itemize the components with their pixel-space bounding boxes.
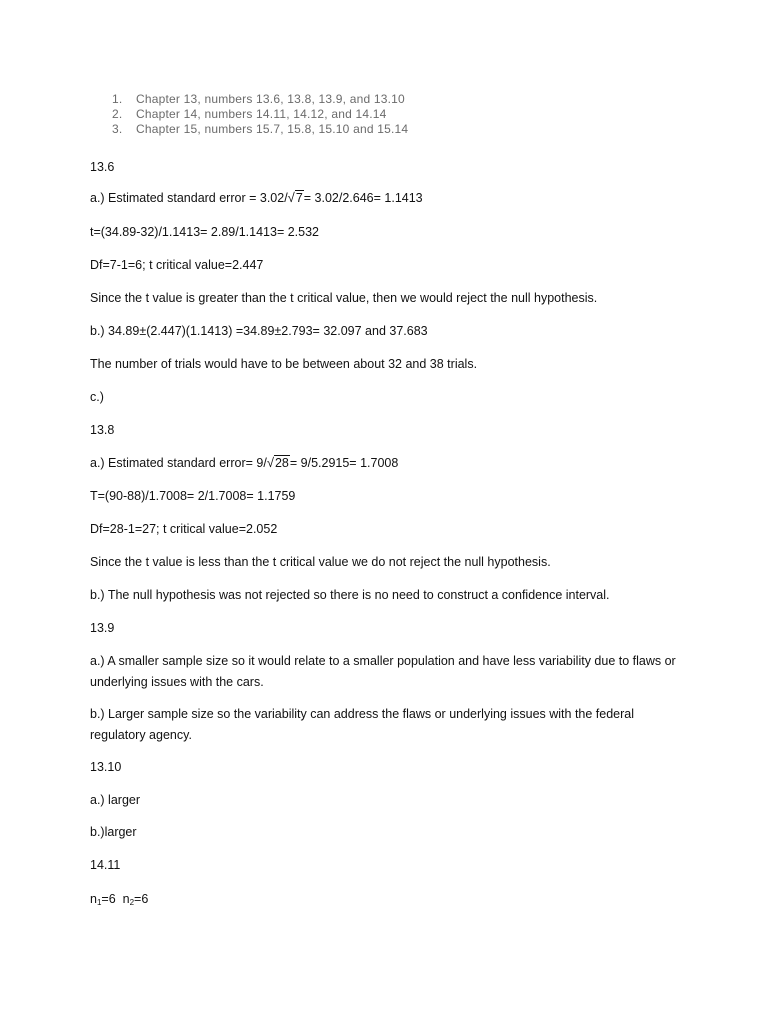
s136-part-b: b.) 34.89±(2.447)(1.1413) =34.89±2.793= 32.097 and 37.683 <box>90 324 428 338</box>
s138-part-a <box>90 453 398 473</box>
section-heading-13-10: 13.10 <box>90 760 122 774</box>
s136-radicand: 7 <box>295 191 303 205</box>
chapter-item <box>112 122 408 137</box>
sqrt-symbol: √ 7 <box>287 190 303 205</box>
s136-conclusion: Since the t value is greater than the t critical value, then we would reject the null hypothesis. <box>90 291 598 305</box>
section-heading-13-9: 13.9 <box>90 621 115 635</box>
n2-label: n <box>122 892 130 906</box>
chapter-item-number: 3. <box>112 122 123 136</box>
section-heading-13-8: 13.8 <box>90 423 115 437</box>
s138-radicand: 28 <box>274 456 289 470</box>
s138-t-value: T=(90-88)/1.7008= 2/1.7008= 1.1759 <box>90 489 296 503</box>
n2-subscript: 2 <box>129 898 135 907</box>
s139-part-b: b.) Larger sample size so the variability can address the flaws or underlying issues with the federal regulatory agency. <box>90 707 635 742</box>
chapter-item-text: Chapter 14, numbers 14.11, 14.12, and 14.14 <box>136 107 387 121</box>
chapter-item <box>112 92 408 107</box>
s1310-part-a: a.) larger <box>90 793 141 807</box>
s138-part-a-prefix: a.) Estimated standard error= 9/ <box>90 456 267 470</box>
n1-label: n <box>90 892 97 906</box>
section-heading-14-11: 14.11 <box>90 858 121 872</box>
s136-part-a <box>90 188 423 208</box>
s138-df: Df=28-1=27; t critical value=2.052 <box>90 522 278 536</box>
s136-df: Df=7-1=6; t critical value=2.447 <box>90 258 264 272</box>
n1-value: =6 <box>101 892 116 906</box>
chapter-item-text: Chapter 15, numbers 15.7, 15.8, 15.10 and 15.14 <box>136 122 409 136</box>
s1310-part-b: b.)larger <box>90 825 137 839</box>
sqrt-symbol: √ 28 <box>266 455 289 470</box>
chapter-item-number: 1. <box>112 92 123 106</box>
section-heading-13-6: 13.6 <box>90 160 115 174</box>
s136-part-a-suffix: = 3.02/2.646= 1.1413 <box>303 191 423 205</box>
s138-part-a-suffix: = 9/5.2915= 1.7008 <box>289 456 399 470</box>
chapter-item-number: 2. <box>112 107 123 121</box>
s138-part-b: b.) The null hypothesis was not rejected so there is no need to construct a confidence interval. <box>90 588 610 602</box>
s136-part-a-prefix: a.) Estimated standard error = 3.02/ <box>90 191 288 205</box>
s136-trials: The number of trials would have to be between about 32 and 38 trials. <box>90 357 478 371</box>
s136-t-value: t=(34.89-32)/1.1413= 2.89/1.1413= 2.532 <box>90 225 320 239</box>
s1411-sample-sizes <box>90 889 148 913</box>
chapter-list <box>112 92 408 137</box>
s136-part-c: c.) <box>90 390 104 404</box>
chapter-item-text: Chapter 13, numbers 13.6, 13.8, 13.9, and 13.10 <box>136 92 405 106</box>
chapter-item <box>112 107 408 122</box>
n1-subscript: 1 <box>96 898 102 907</box>
s138-conclusion: Since the t value is less than the t critical value we do not reject the null hypothesis. <box>90 555 551 569</box>
s139-part-a: a.) A smaller sample size so it would relate to a smaller population and have less variability due to flaws or underlying issues with the cars. <box>90 654 676 689</box>
n2-value: =6 <box>134 892 149 906</box>
